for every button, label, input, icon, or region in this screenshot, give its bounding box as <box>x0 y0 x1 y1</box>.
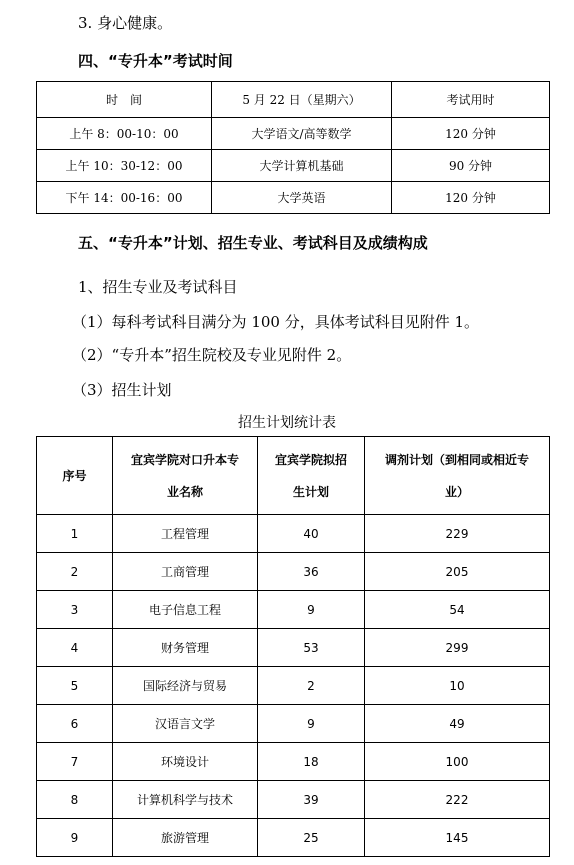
exam-schedule-table <box>36 81 550 214</box>
row-plan: 36 <box>258 553 365 591</box>
exam-subject: 大学计算机基础 <box>212 150 392 182</box>
header-plan-line-1: 宜宾学院拟招 <box>274 452 347 467</box>
header-plan-line-2: 生计划 <box>292 484 329 499</box>
row-major: 财务管理 <box>113 629 258 667</box>
exam-subject: 大学语文/高等数学 <box>212 118 392 150</box>
row-no: 2 <box>37 553 113 591</box>
row-adjust: 205 <box>365 553 550 591</box>
exam-table-header-row <box>37 82 550 118</box>
enrollment-plan-table <box>36 436 550 857</box>
row-adjust: 145 <box>365 819 550 857</box>
table-row <box>37 150 550 182</box>
intro-line: 3. 身心健康。 <box>78 14 173 32</box>
table-row <box>37 819 550 857</box>
header-adjust-line-2: 业） <box>444 484 469 499</box>
header-major-line-1: 宜宾学院对口升本专 <box>130 452 239 467</box>
exam-duration: 90 分钟 <box>392 150 550 182</box>
header-no: 序号 <box>37 437 113 515</box>
row-major: 环境设计 <box>113 743 258 781</box>
header-major-line-2: 业名称 <box>166 484 203 499</box>
exam-header-duration: 考试用时 <box>392 82 550 118</box>
row-major: 工程管理 <box>113 515 258 553</box>
row-adjust: 49 <box>365 705 550 743</box>
row-no: 9 <box>37 819 113 857</box>
table-row <box>37 667 550 705</box>
exam-subject: 大学英语 <box>212 182 392 214</box>
row-major: 计算机科学与技术 <box>113 781 258 819</box>
row-adjust: 100 <box>365 743 550 781</box>
subsection-1-title: 1、招生专业及考试科目 <box>78 278 238 296</box>
row-no: 5 <box>37 667 113 705</box>
item-2: （2）“专升本”招生院校及专业见附件 2。 <box>72 346 352 364</box>
row-plan: 2 <box>258 667 365 705</box>
row-plan: 40 <box>258 515 365 553</box>
row-adjust: 222 <box>365 781 550 819</box>
row-plan: 25 <box>258 819 365 857</box>
row-plan: 9 <box>258 591 365 629</box>
row-no: 3 <box>37 591 113 629</box>
exam-header-date: 5 月 22 日（星期六） <box>212 82 392 118</box>
table-row <box>37 781 550 819</box>
table-row <box>37 553 550 591</box>
row-major: 工商管理 <box>113 553 258 591</box>
section-5-title: 五、“专升本”计划、招生专业、考试科目及成绩构成 <box>78 234 428 252</box>
exam-time: 上午 8：00-10：00 <box>37 118 212 150</box>
enroll-table-caption: 招生计划统计表 <box>238 415 336 431</box>
table-row <box>37 705 550 743</box>
row-no: 8 <box>37 781 113 819</box>
table-row <box>37 591 550 629</box>
row-no: 7 <box>37 743 113 781</box>
row-no: 1 <box>37 515 113 553</box>
row-no: 4 <box>37 629 113 667</box>
row-major: 国际经济与贸易 <box>113 667 258 705</box>
row-plan: 18 <box>258 743 365 781</box>
item-1: （1）每科考试科目满分为 100 分，具体考试科目见附件 1。 <box>72 313 480 331</box>
table-row <box>37 629 550 667</box>
exam-header-time: 时 间 <box>37 82 212 118</box>
header-adjust <box>365 437 550 515</box>
row-plan: 9 <box>258 705 365 743</box>
section-4-title: 四、“专升本”考试时间 <box>78 52 233 70</box>
row-major: 电子信息工程 <box>113 591 258 629</box>
row-major: 汉语言文学 <box>113 705 258 743</box>
table-row <box>37 182 550 214</box>
table-row <box>37 118 550 150</box>
row-adjust: 229 <box>365 515 550 553</box>
exam-duration: 120 分钟 <box>392 118 550 150</box>
exam-time: 上午 10：30-12：00 <box>37 150 212 182</box>
row-plan: 39 <box>258 781 365 819</box>
header-plan <box>258 437 365 515</box>
row-adjust: 54 <box>365 591 550 629</box>
header-adjust-line-1: 调剂计划（到相同或相近专 <box>384 452 529 467</box>
header-major <box>113 437 258 515</box>
exam-duration: 120 分钟 <box>392 182 550 214</box>
table-row <box>37 743 550 781</box>
row-adjust: 299 <box>365 629 550 667</box>
row-plan: 53 <box>258 629 365 667</box>
row-major: 旅游管理 <box>113 819 258 857</box>
row-no: 6 <box>37 705 113 743</box>
row-adjust: 10 <box>365 667 550 705</box>
item-3: （3）招生计划 <box>72 381 172 399</box>
exam-time: 下午 14：00-16：00 <box>37 182 212 214</box>
enroll-table-header-row <box>37 437 550 515</box>
table-row <box>37 515 550 553</box>
